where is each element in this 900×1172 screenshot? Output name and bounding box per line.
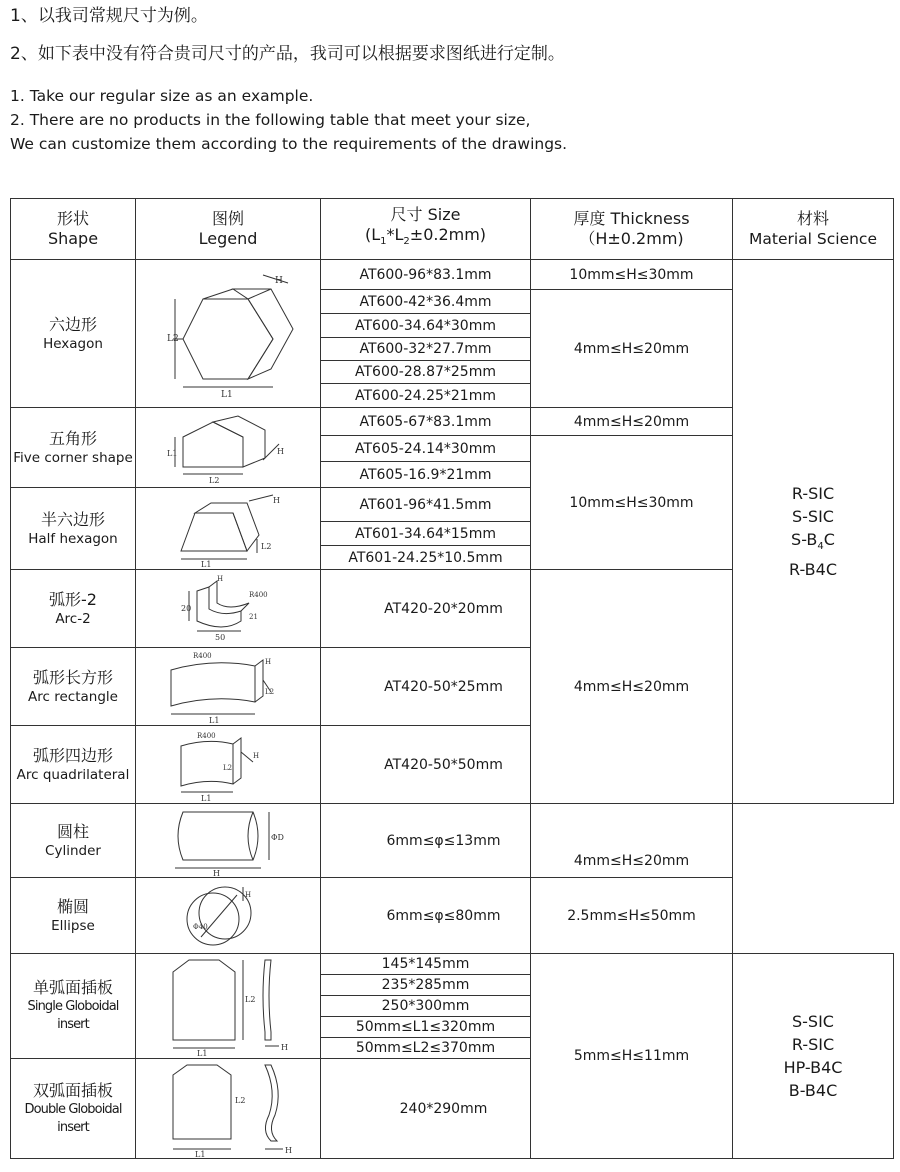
- label-l1: L1: [197, 1049, 208, 1056]
- label-l1: L1: [195, 1149, 206, 1157]
- shape-en: Ellipse: [51, 917, 95, 934]
- size-cell: 250*300mm: [321, 996, 531, 1017]
- header-legend-en: Legend: [198, 229, 258, 248]
- shape-arc-quadrilateral: [11, 726, 136, 804]
- table-header-row: [11, 199, 894, 260]
- shape-cn: 半六边形: [40, 509, 105, 529]
- size-cell: AT420-50*25mm: [321, 648, 531, 726]
- table-row: [11, 878, 894, 954]
- arc-rectangle-icon: [153, 650, 303, 724]
- shape-ellipse: [11, 878, 136, 954]
- material-group-2: [733, 954, 894, 1159]
- label-h: H: [277, 446, 284, 456]
- shape-arc-2: [11, 570, 136, 648]
- arc-quadrilateral-icon: [153, 728, 303, 802]
- header-mat-cn: 材料: [796, 209, 829, 228]
- five-corner-prism-icon: [153, 412, 303, 484]
- shape-single-globoidal: [11, 954, 136, 1059]
- intro-en-line3: We can customize them according to the requirements of the drawings.: [10, 135, 568, 153]
- legend-hexagon: [136, 260, 321, 408]
- hexagon-prism-icon: [153, 269, 303, 399]
- header-thick-cn: 厚度 Thickness: [573, 209, 690, 228]
- shape-cn: 椭圆: [56, 896, 89, 916]
- size-cell: AT600-32*27.7mm: [321, 338, 531, 361]
- label-h: H: [285, 1145, 292, 1155]
- shape-cn: 五角形: [48, 428, 97, 448]
- size-cell: AT600-24.25*21mm: [321, 384, 531, 408]
- shape-en: Double Globoidal insert: [24, 1101, 122, 1135]
- shape-en: Arc-2: [55, 610, 91, 627]
- size-cell: AT420-20*20mm: [321, 570, 531, 648]
- material-item: R-SIC: [791, 483, 835, 503]
- shape-hexagon: [11, 260, 136, 408]
- size-cell: AT601-34.64*15mm: [321, 522, 531, 546]
- half-hexagon-prism-icon: [153, 491, 303, 567]
- header-mat-en: Material Science: [749, 230, 877, 248]
- material-item: $S-B_4C$: [791, 529, 835, 553]
- legend-arc-quadrilateral: [136, 726, 321, 804]
- header-shape: [11, 199, 136, 260]
- thickness-cell: 4mm≤H≤20mm: [531, 408, 733, 436]
- header-material: [733, 199, 894, 260]
- size-cell: AT605-24.14*30mm: [321, 436, 531, 462]
- table-row: [11, 260, 894, 290]
- header-legend: [136, 199, 321, 260]
- thickness-cell: 4mm≤H≤20mm: [531, 804, 733, 878]
- cylinder-icon: [153, 806, 303, 876]
- svg-text:21: 21: [249, 612, 258, 621]
- double-globoidal-insert-icon: [153, 1061, 303, 1157]
- header-thick-tol: （H±0.2mm): [579, 229, 684, 248]
- size-cell: AT420-50*50mm: [321, 726, 531, 804]
- label-h: H: [281, 1043, 288, 1052]
- size-cell: AT605-67*83.1mm: [321, 408, 531, 436]
- legend-double-globoidal: [136, 1059, 321, 1159]
- material-item: R-SIC: [791, 1035, 835, 1054]
- label-r400: R400: [197, 731, 216, 740]
- shape-en: Half hexagon: [28, 530, 118, 547]
- label-h: H: [253, 751, 260, 760]
- shape-en: Cylinder: [45, 842, 101, 859]
- size-cell: AT600-34.64*30mm: [321, 314, 531, 338]
- label-l2: L2: [261, 541, 272, 551]
- label-h: H: [245, 890, 252, 899]
- shape-five-corner: [11, 408, 136, 488]
- label-l1: L1: [209, 715, 220, 724]
- thickness-cell: 4mm≤H≤20mm: [531, 570, 733, 804]
- label-l2: L2: [245, 995, 256, 1004]
- thickness-cell: 5mm≤H≤11mm: [531, 954, 733, 1159]
- shape-cn: 弧形-2: [49, 589, 97, 609]
- intro-en-line2: 2. There are no products in the following table that meet your size,: [10, 111, 531, 129]
- shape-half-hexagon: [11, 488, 136, 570]
- shape-double-globoidal: [11, 1059, 136, 1159]
- legend-arc-rectangle: [136, 648, 321, 726]
- shape-cn: 圆柱: [56, 821, 89, 841]
- size-cell: AT605-16.9*21mm: [321, 462, 531, 488]
- legend-ellipse: [136, 878, 321, 954]
- size-cell: 6mm≤φ≤13mm: [321, 804, 531, 878]
- material-item: S-SIC: [792, 506, 834, 526]
- size-cell: 50mm≤L2≤370mm: [321, 1038, 531, 1059]
- label-l1: L1: [201, 559, 212, 567]
- material-item: R-B4C: [789, 560, 837, 580]
- label-h: H: [275, 275, 283, 286]
- label-l2: L2: [235, 1095, 246, 1105]
- thickness-cell: 10mm≤H≤30mm: [531, 436, 733, 570]
- shape-cn: 弧形四边形: [32, 745, 113, 765]
- size-cell: AT600-96*83.1mm: [321, 260, 531, 290]
- legend-single-globoidal: [136, 954, 321, 1059]
- label-l2: L2: [265, 687, 275, 696]
- label-h: H: [217, 574, 224, 583]
- size-cell: AT601-24.25*10.5mm: [321, 546, 531, 570]
- ellipse-icon: [153, 881, 303, 951]
- label-l2: L2: [209, 475, 220, 484]
- label-h: H: [213, 868, 220, 876]
- shape-cn: 双弧面插板: [32, 1080, 113, 1100]
- size-cell: AT601-96*41.5mm: [321, 488, 531, 522]
- shape-en: Arc quadrilateral: [16, 766, 130, 783]
- intro-en-line1: 1. Take our regular size as an example.: [10, 87, 314, 105]
- intro-cn-line1: 1、以我司常规尺寸为例。: [10, 6, 208, 26]
- material-item: HP-B4C: [783, 1058, 843, 1077]
- label-l1: L1: [201, 793, 212, 802]
- size-cell: AT600-28.87*25mm: [321, 361, 531, 384]
- label-r400: R400: [193, 651, 212, 660]
- shape-cn: 弧形长方形: [32, 667, 113, 687]
- size-cell: 235*285mm: [321, 975, 531, 996]
- svg-text:50: 50: [215, 632, 226, 642]
- thickness-cell: 10mm≤H≤30mm: [531, 260, 733, 290]
- header-thickness: [531, 199, 733, 260]
- label-r400: R400: [249, 590, 268, 599]
- size-cell: 50mm≤L1≤320mm: [321, 1017, 531, 1038]
- table-row: [11, 804, 894, 878]
- material-item: B-B4C: [788, 1081, 838, 1100]
- shape-cn: 六边形: [48, 314, 97, 334]
- label-h: H: [273, 495, 280, 505]
- legend-five-corner: [136, 408, 321, 488]
- shape-arc-rectangle: [11, 648, 136, 726]
- legend-arc-2: [136, 570, 321, 648]
- shape-cn: 单弧面插板: [32, 978, 113, 997]
- material-item: S-SIC: [792, 1012, 834, 1031]
- header-size-cn: 尺寸 Size: [390, 205, 461, 225]
- table-row: [11, 954, 894, 975]
- label-l1: L1: [221, 389, 233, 399]
- label-l1: L1: [167, 448, 178, 458]
- label-l2: L2: [167, 333, 179, 344]
- legend-cylinder: [136, 804, 321, 878]
- size-cell: 6mm≤φ≤80mm: [321, 878, 531, 954]
- thickness-cell: 4mm≤H≤20mm: [531, 290, 733, 408]
- label-phid: ΦD: [271, 832, 284, 842]
- shape-en: Arc rectangle: [28, 688, 118, 705]
- material-group-1: [733, 260, 894, 804]
- size-cell: AT600-42*36.4mm: [321, 290, 531, 314]
- header-shape-en: Shape: [47, 229, 99, 248]
- size-cell: 240*290mm: [321, 1059, 531, 1159]
- product-size-table: [10, 198, 894, 1159]
- shape-en: Five corner shape: [13, 449, 133, 466]
- arc-2-icon: [153, 573, 303, 645]
- thickness-cell: 2.5mm≤H≤50mm: [531, 878, 733, 954]
- svg-text:20: 20: [181, 603, 192, 613]
- label-l2: L2: [223, 763, 233, 772]
- header-size-tol: $(L_1*L_2\pm 0.2mm)$: [364, 225, 487, 248]
- label-h: H: [265, 657, 272, 666]
- header-size: [321, 199, 531, 260]
- header-legend-cn: 图例: [211, 209, 244, 228]
- legend-half-hexagon: [136, 488, 321, 570]
- header-shape-cn: 形状: [56, 209, 89, 228]
- intro-cn-line2: 2、如下表中没有符合贵司尺寸的产品，我司可以根据要求图纸进行定制。: [10, 44, 565, 64]
- size-cell: 145*145mm: [321, 954, 531, 975]
- single-globoidal-insert-icon: [153, 956, 303, 1056]
- shape-en: Single Globoidal insert: [27, 999, 119, 1032]
- label-phi40: Φ40: [193, 922, 208, 931]
- shape-cylinder: [11, 804, 136, 878]
- shape-en: Hexagon: [43, 335, 103, 352]
